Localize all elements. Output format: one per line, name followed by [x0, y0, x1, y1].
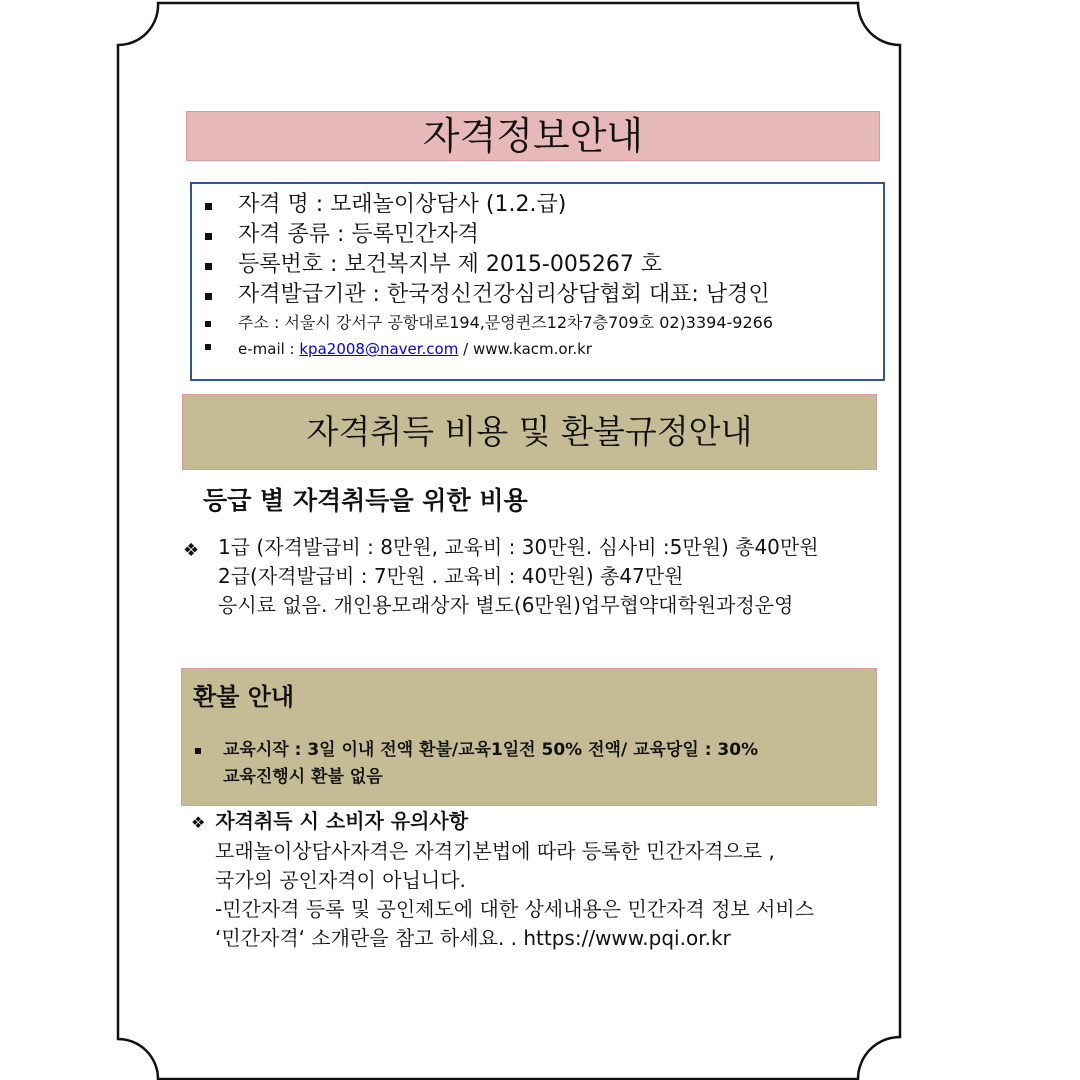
notice-line: -민간자격 등록 및 공인제도에 대한 상세내용은 민간자격 정보 서비스 [215, 897, 815, 921]
info-item-type: 자격 종류 : 등록민간자격 [202, 220, 883, 250]
cost-subtitle: 등급 별 자격취득을 위한 비용 [203, 486, 528, 515]
consumer-notice [191, 807, 814, 953]
refund-policy: 교육시작 : 3일 이내 전액 환불/교육1일전 50% 전액/ 교육당일 : 30% 교육진행시 환불 없음 [223, 740, 759, 787]
square-bullet-icon [205, 203, 212, 210]
diamond-bullet-icon: ❖ [191, 813, 206, 832]
info-item-contact: e-mail : kpa2008@naver.com / www.kacm.or.kr [202, 336, 883, 362]
notice-line: 국가의 공인자격이 아닙니다. [215, 868, 466, 892]
notice-line: ‘민간자격‘ 소개란을 참고 하세요. . https://www.pqi.or.kr [215, 926, 731, 950]
notice-title: ❖ 자격취득 시 소비자 유의사항 [191, 809, 469, 833]
email-link[interactable]: kpa2008@naver.com [299, 340, 459, 358]
info-item-name: 자격 명 : 모래놀이상담사 (1.2.급) [202, 190, 883, 220]
square-bullet-icon [205, 293, 212, 300]
square-bullet-icon [205, 263, 212, 270]
cost-line: 응시료 없음. 개인용모래상자 별도(6만원)업무협약대학원과정운영 [218, 593, 794, 617]
square-bullet-icon [205, 233, 212, 240]
info-item-issuer: 자격발급기관 : 한국정신건강심리상담협회 대표: 남경인 [202, 280, 883, 310]
cost-line: 1급 (자격발급비 : 8만원, 교육비 : 30만원. 심사비 :5만원) 총40만원 [218, 535, 819, 559]
square-bullet-icon [205, 344, 211, 350]
qualification-info-title: 자격정보안내 [186, 111, 880, 161]
refund-box [181, 668, 877, 806]
cost-list [183, 533, 819, 620]
refund-title: 환불 안내 [193, 683, 295, 711]
notice-line: 모래놀이상담사자격은 자격기본법에 따라 등록한 민간자격으로 , [215, 839, 775, 863]
cost-refund-title: 자격취득 비용 및 환불규정안내 [182, 394, 877, 470]
qualification-info-box [190, 182, 885, 381]
info-item-registration: 등록번호 : 보건복지부 제 2015-005267 호 [202, 250, 883, 280]
square-bullet-icon [205, 321, 211, 327]
cost-line: 2급(자격발급비 : 7만원 . 교육비 : 40만원) 총47만원 [218, 564, 684, 588]
info-item-address: 주소 : 서울시 강서구 공항대로194,문영퀸즈12차7층709호 02)3394-9266 [202, 310, 883, 336]
square-bullet-icon [195, 748, 201, 754]
diamond-bullet-icon: ❖ [183, 540, 200, 561]
